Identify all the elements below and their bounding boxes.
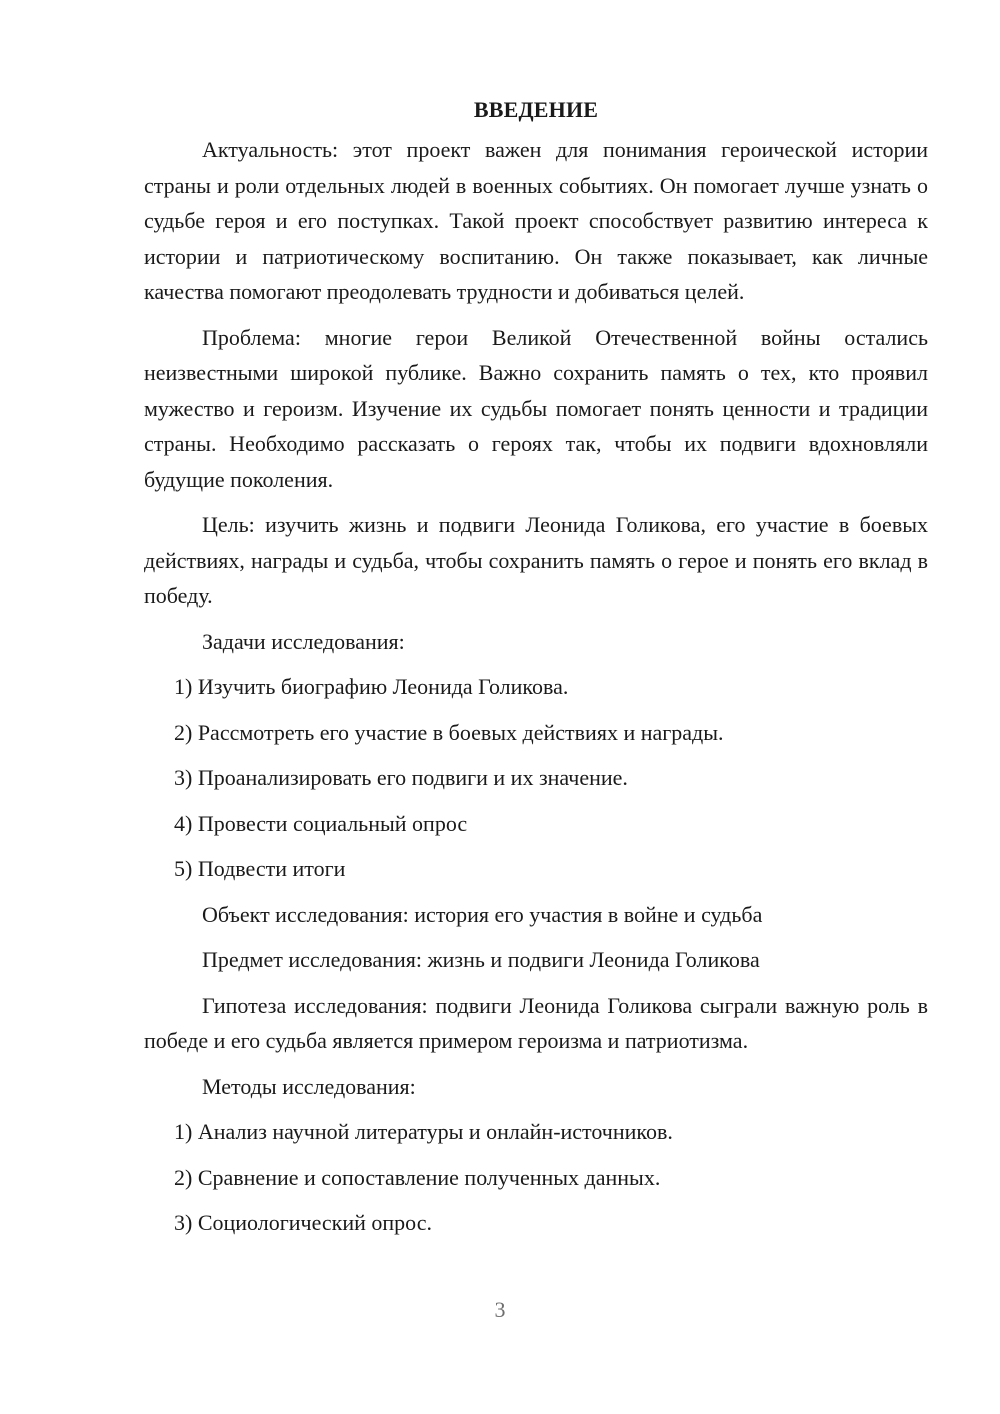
task-item: 5) Подвести итоги (174, 856, 346, 881)
method-item: 1) Анализ научной литературы и онлайн-источников. (174, 1119, 673, 1144)
subject-line: Предмет исследования: жизнь и подвиги Леонида Голикова (202, 947, 760, 972)
object-line: Объект исследования: история его участия в войне и судьба (202, 901, 763, 927)
task-item: 2) Рассмотреть его участие в боевых действиях и награды. (174, 719, 724, 745)
tasks-heading: Задачи исследования: (202, 628, 405, 654)
problem-paragraph: Проблема: многие герои Великой Отечественной войны остались неизвестными широкой публике. Важно сохранить память о тех, кто проявил мужество и героизм. Изучение их судьбы помогает понять ценности и традиции страны. Необходимо рассказать о героях так, чтобы их подвиги вдохновляли будущие поколения. (144, 324, 928, 492)
tasks-list (144, 669, 928, 887)
methods-heading: Методы исследования: (202, 1073, 416, 1099)
task-item: 3) Проанализировать его подвиги и их значение. (174, 765, 628, 790)
task-item: 4) Провести социальный опрос (174, 810, 468, 836)
goal-paragraph: Цель: изучить жизнь и подвиги Леонида Голикова, его участие в боевых действиях, награды и судьба, чтобы сохранить память о герое и понять его вклад в победу. (144, 512, 928, 608)
document-page (144, 92, 928, 1251)
method-item: 2) Сравнение и сопоставление полученных данных. (174, 1164, 661, 1190)
method-item: 3) Социологический опрос. (174, 1210, 432, 1235)
hypothesis-paragraph: Гипотеза исследования: подвиги Леонида Голикова сыграли важную роль в победе и его судьба является примером героизма и патриотизма. (144, 992, 928, 1053)
page-number: 3 (494, 1297, 506, 1322)
relevance-paragraph: Актуальность: этот проект важен для понимания героической истории страны и роли отдельных людей в военных событиях. Он помогает лучше узнать о судьбе героя и его поступках. Такой проект способствует развитию интереса к истории и патриотическому воспитанию. Он также показывает, как личные качества помогают преодолевать трудности и добиваться целей. (144, 137, 928, 304)
task-item: 1) Изучить биографию Леонида Голикова. (174, 674, 569, 699)
section-title: ВВЕДЕНИЕ (473, 97, 599, 122)
methods-list (144, 1114, 928, 1241)
